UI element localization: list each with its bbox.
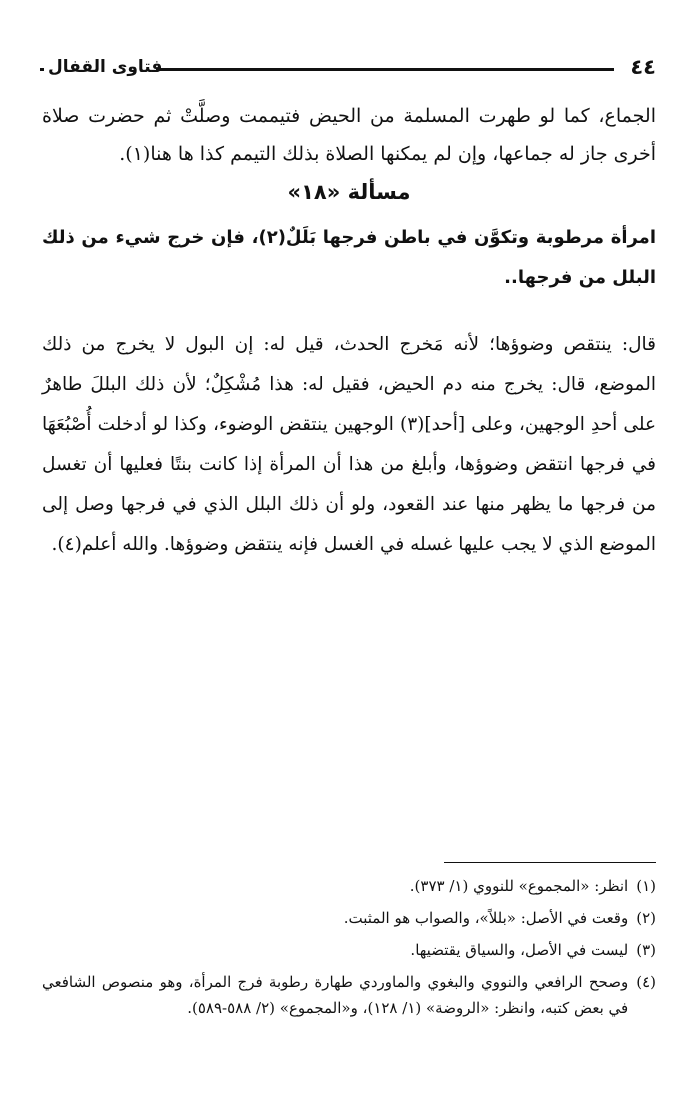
- footnote-3: [42, 937, 656, 963]
- footnote-2: [42, 905, 656, 931]
- footnote-text: وصحح الرافعي والنووي والبغوي والماوردي طهارة رطوبة فرج المرأة، وهو منصوص الشافعي في بعض كتبه، وانظر: «الروضة» (١/ ١٢٨)، و«المجموع» (٢/ ٥٨٨-٥٨٩).: [42, 973, 629, 1017]
- footnote-text: وقعت في الأصل: «بللاً»، والصواب هو المثبت.: [343, 909, 629, 927]
- section-heading: مسألة «١٨»: [287, 180, 411, 204]
- question-paragraph: امرأة مرطوبة وتكوَّن في باطن فرجها بَلَلٌ(٢)، فإن خرج شيء من ذلك البلل من فرجها..: [42, 227, 656, 288]
- footnote-number: (٢): [636, 909, 656, 927]
- intro-paragraph: الجماع، كما لو طهرت المسلمة من الحيض فتيممت وصلَّتْ ثم حضرت صلاة أخرى جاز له جماعها، وإن لم يمكنها الصلاة بذلك التيمم كذا ها هنا(١).: [42, 105, 656, 165]
- footnote-number: (٣): [636, 941, 656, 959]
- footnote-number: (٤): [636, 973, 656, 991]
- header-rule-end: [40, 68, 44, 71]
- page-number: ٤٤: [630, 55, 656, 79]
- footnote-1: [42, 873, 656, 899]
- page-header: [42, 55, 656, 83]
- footnote-text: ليست في الأصل، والسياق يقتضيها.: [410, 941, 629, 959]
- header-rule: [156, 68, 614, 71]
- footnotes: [42, 873, 656, 1027]
- footnote-4: [42, 969, 656, 1021]
- footnote-separator: [444, 862, 656, 863]
- footnote-text: انظر: «المجموع» للنووي (١/ ٣٧٣).: [409, 877, 629, 895]
- answer-paragraph: قال: ينتقص وضوؤها؛ لأنه مَخرج الحدث، قيل له: إن البول لا يخرج من ذلك الموضع، قال: يخرج منه دم الحيض، فقيل له: هذا مُشْكِلٌ؛ لأن ذلك البللَ طاهرٌ على أحدِ الوجهين، وعلى [أحد](٣) الوجهين ينتقض الوضوء، وكذا لو أدخلت أُصْبُعَهَا في فرجها انتقض وضوؤها، وأبلغ من هذا أن المرأة إذا كانت بنتًا فعليها أن تغسل من فرجها ما يظهر منها عند القعود، ولو أن ذلك البلل الذي في فرجها وصل إلى الموضع الذي لا يجب عليها غسله في الغسل فإنه ينتقض وضوؤها. والله أعلم(٤).: [42, 334, 656, 555]
- footnote-number: (١): [636, 877, 656, 895]
- running-title: فتاوى القفال: [48, 57, 163, 77]
